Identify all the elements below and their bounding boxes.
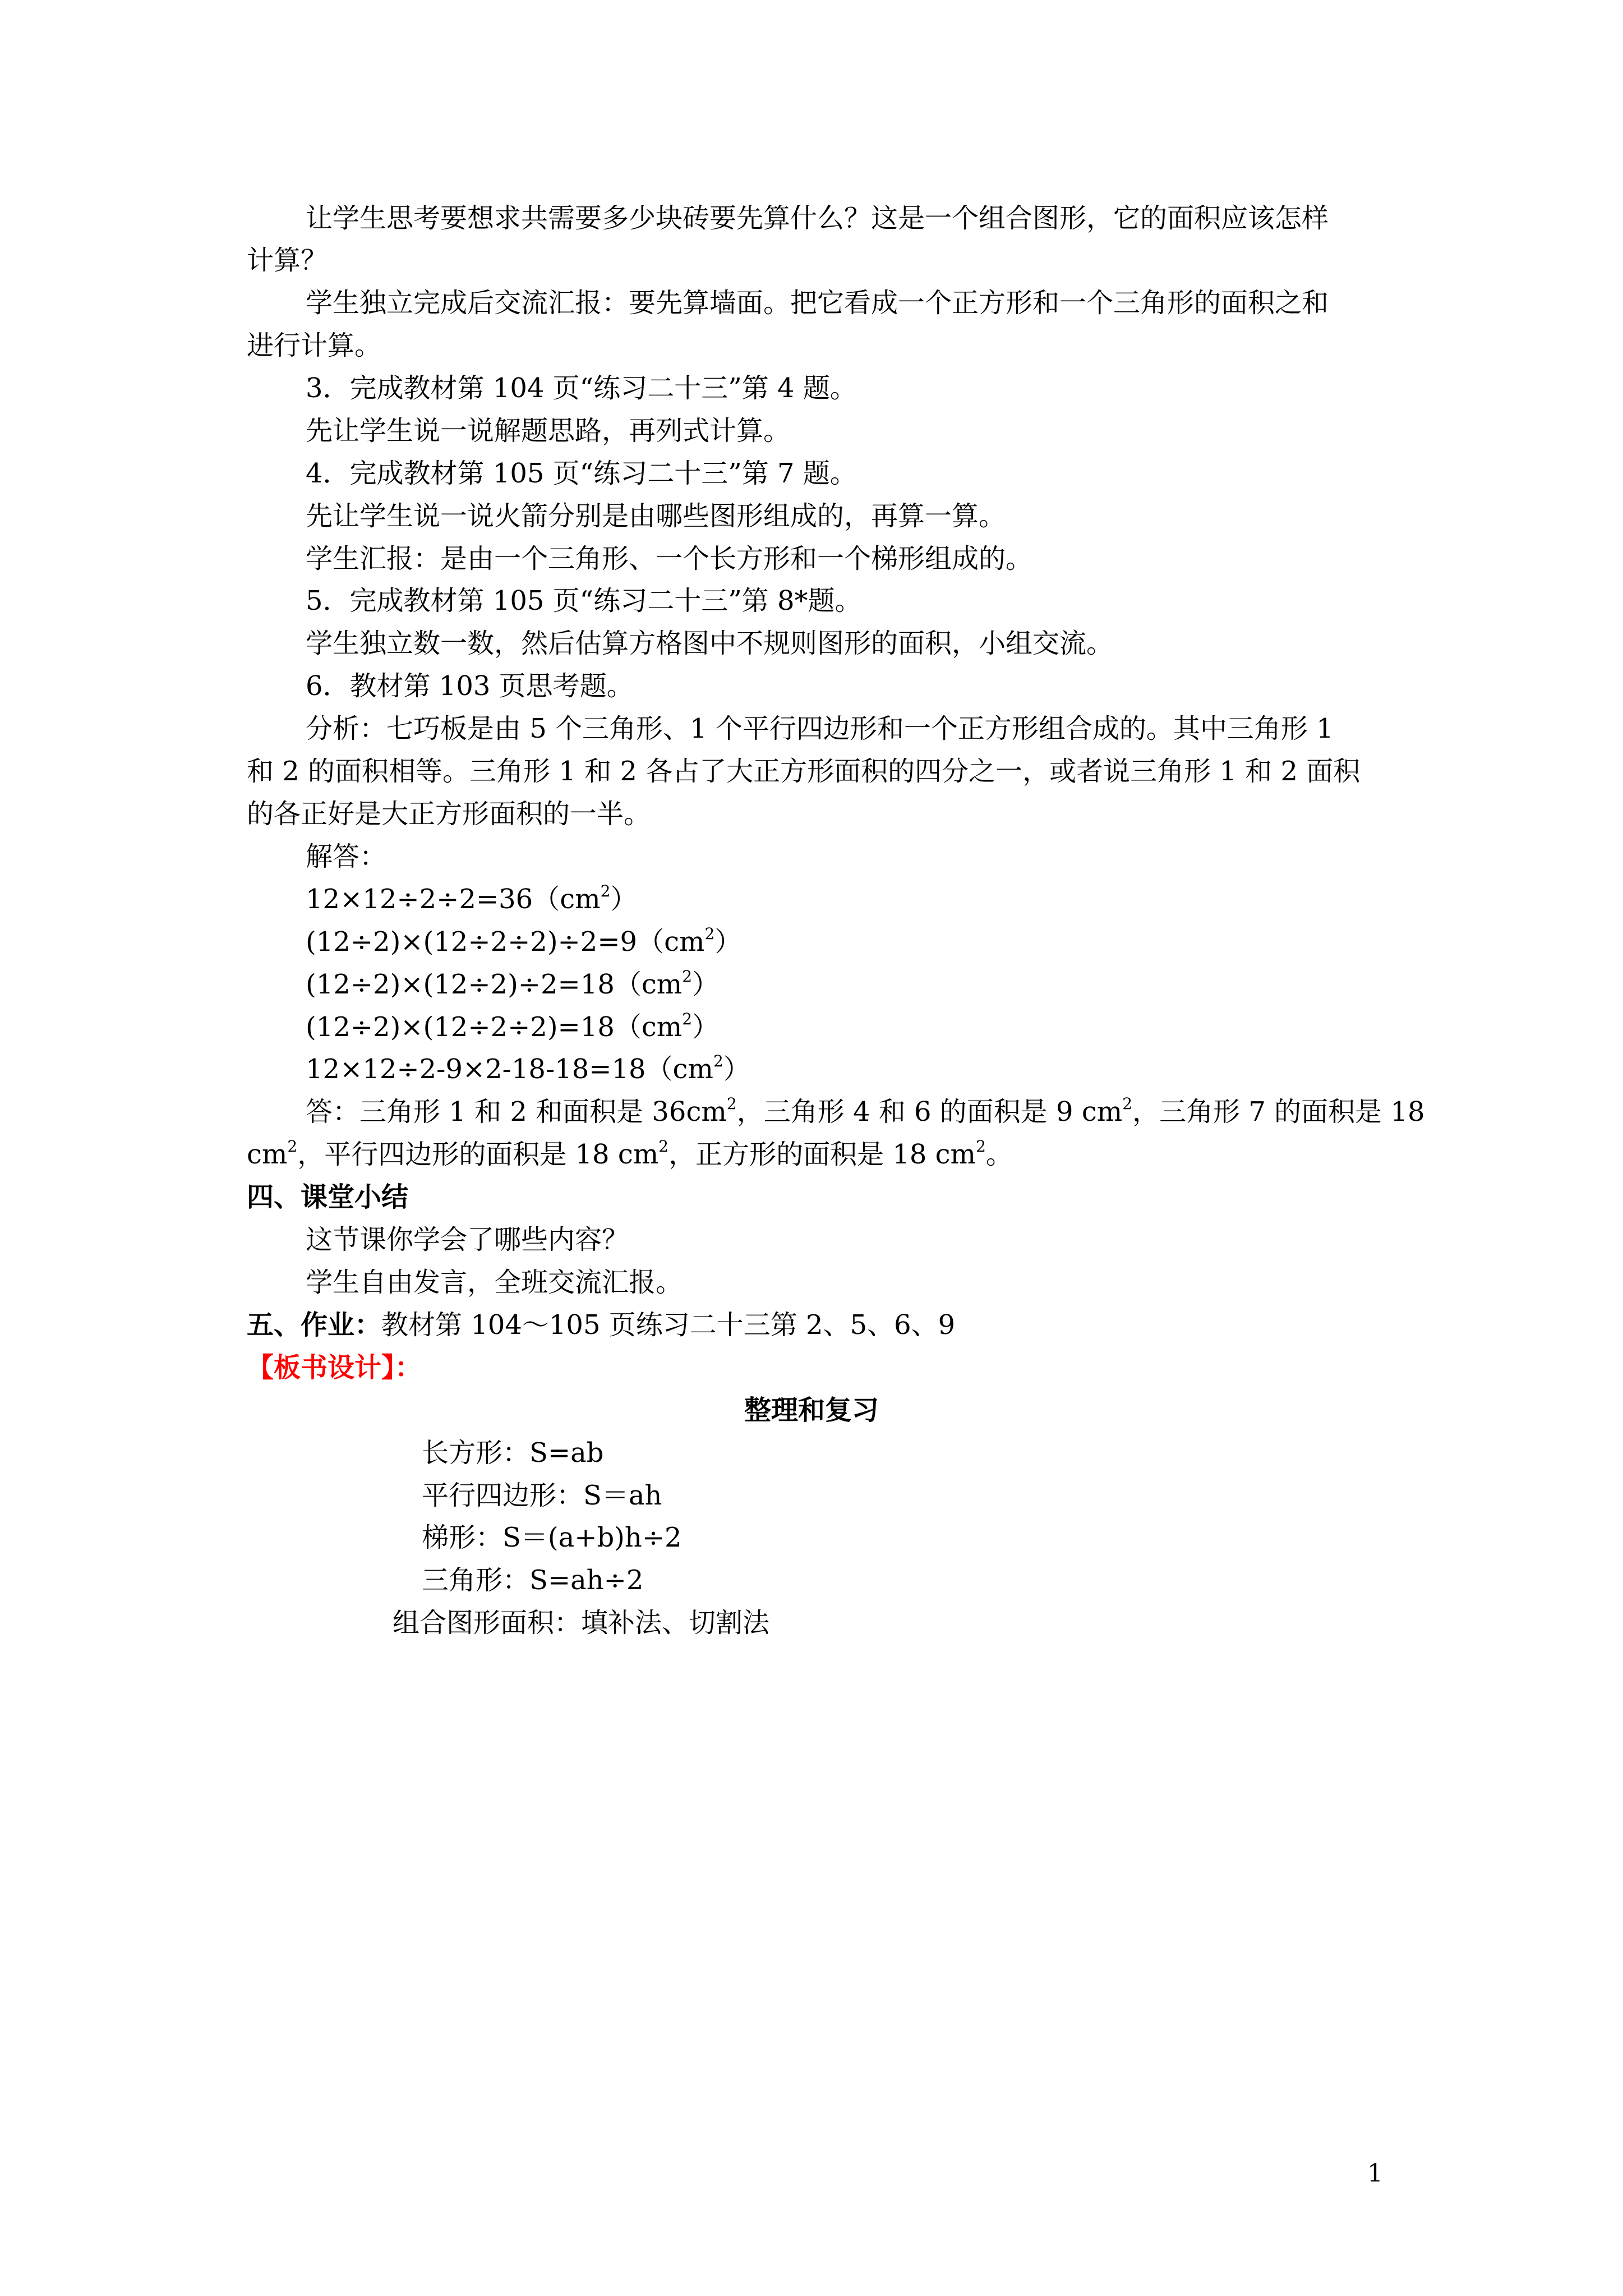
section-heading: 四、课堂小结 [247, 1181, 409, 1213]
text-line: 3．完成教材第 104 页“练习二十三”第 4 题。 [306, 372, 857, 404]
text-line: 学生自由发言，全班交流汇报。 [306, 1267, 683, 1298]
page-number: 1 [1367, 2159, 1383, 2188]
formula-trapezoid: 梯形：S＝(a+b)h÷2 [422, 1522, 682, 1553]
composite-area-methods: 组合图形面积：填补法、切割法 [393, 1607, 770, 1639]
text-line: 学生独立完成后交流汇报：要先算墙面。把它看成一个正方形和一个三角形的面积之和 [306, 287, 1329, 319]
formula-rectangle: 长方形：S=ab [422, 1437, 604, 1469]
text-line: 分析：七巧板是由 5 个三角形、1 个平行四边形和一个正方形组合成的。其中三角形 1 [306, 713, 1334, 744]
text-line: 让学生思考要想求共需要多少块砖要先算什么？这是一个组合图形，它的面积应该怎样 [306, 203, 1329, 234]
board-title: 整理和复习 [744, 1395, 879, 1426]
text-line: 解答： [306, 841, 387, 872]
text-line: 6．教材第 103 页思考题。 [306, 670, 634, 702]
text-line: 先让学生说一说火箭分别是由哪些图形组成的，再算一算。 [306, 500, 1006, 532]
formula-triangle: 三角形：S=ah÷2 [422, 1565, 644, 1596]
formula-line: $12\times 12\div 2-9\times 2-18-18=18(cm^2)$ [306, 1052, 750, 1085]
formula-line: $12\times 12\div 2\div 2=36(cm^2)$ [306, 882, 638, 915]
answer-line: 答：三角形 1 和 2 和面积是 $36cm^2$，三角形 4 和 6 的面积是 9 $cm^2$，三角形 7 的面积是 18 [306, 1094, 1425, 1128]
formula-line: $(12\div 2)\times(12\div 2\div 2)\div 2=9(cm^2)$ [306, 924, 742, 958]
text-line: 这节课你学会了哪些内容？ [306, 1224, 629, 1255]
section-heading: 五、作业：教材第 104～105 页练习二十三第 2、5、6、9 [247, 1309, 956, 1341]
formula-line: $(12\div 2)\times(12\div 2)\div 2=18(cm^2)$ [306, 967, 720, 1000]
text-line: 学生汇报：是由一个三角形、一个长方形和一个梯形组成的。 [306, 543, 1033, 574]
formula-line: $(12\div 2)\times(12\div 2\div 2)=18(cm^2)$ [306, 1010, 720, 1043]
text-line: 进行计算。 [247, 330, 382, 361]
text-line: 5．完成教材第 105 页“练习二十三”第 8*题。 [306, 585, 862, 616]
text-line: 计算？ [247, 245, 328, 276]
answer-line: $cm^2$，平行四边形的面积是 18 $cm^2$，正方形的面积是 18 $cm^2$。 [247, 1137, 1013, 1170]
text-line: 和 2 的面积相等。三角形 1 和 2 各占了大正方形面积的四分之一，或者说三角形 1 和 2 面积 [247, 756, 1361, 787]
text-line: 先让学生说一说解题思路，再列式计算。 [306, 415, 791, 447]
formula-parallelogram: 平行四边形：S＝ah [422, 1480, 662, 1511]
text-line: 的各正好是大正方形面积的一半。 [247, 798, 651, 830]
board-design-heading: 【板书设计】： [247, 1352, 422, 1383]
text-line: 学生独立数一数，然后估算方格图中不规则图形的面积，小组交流。 [306, 628, 1114, 659]
text-line: 4．完成教材第 105 页“练习二十三”第 7 题。 [306, 458, 857, 489]
